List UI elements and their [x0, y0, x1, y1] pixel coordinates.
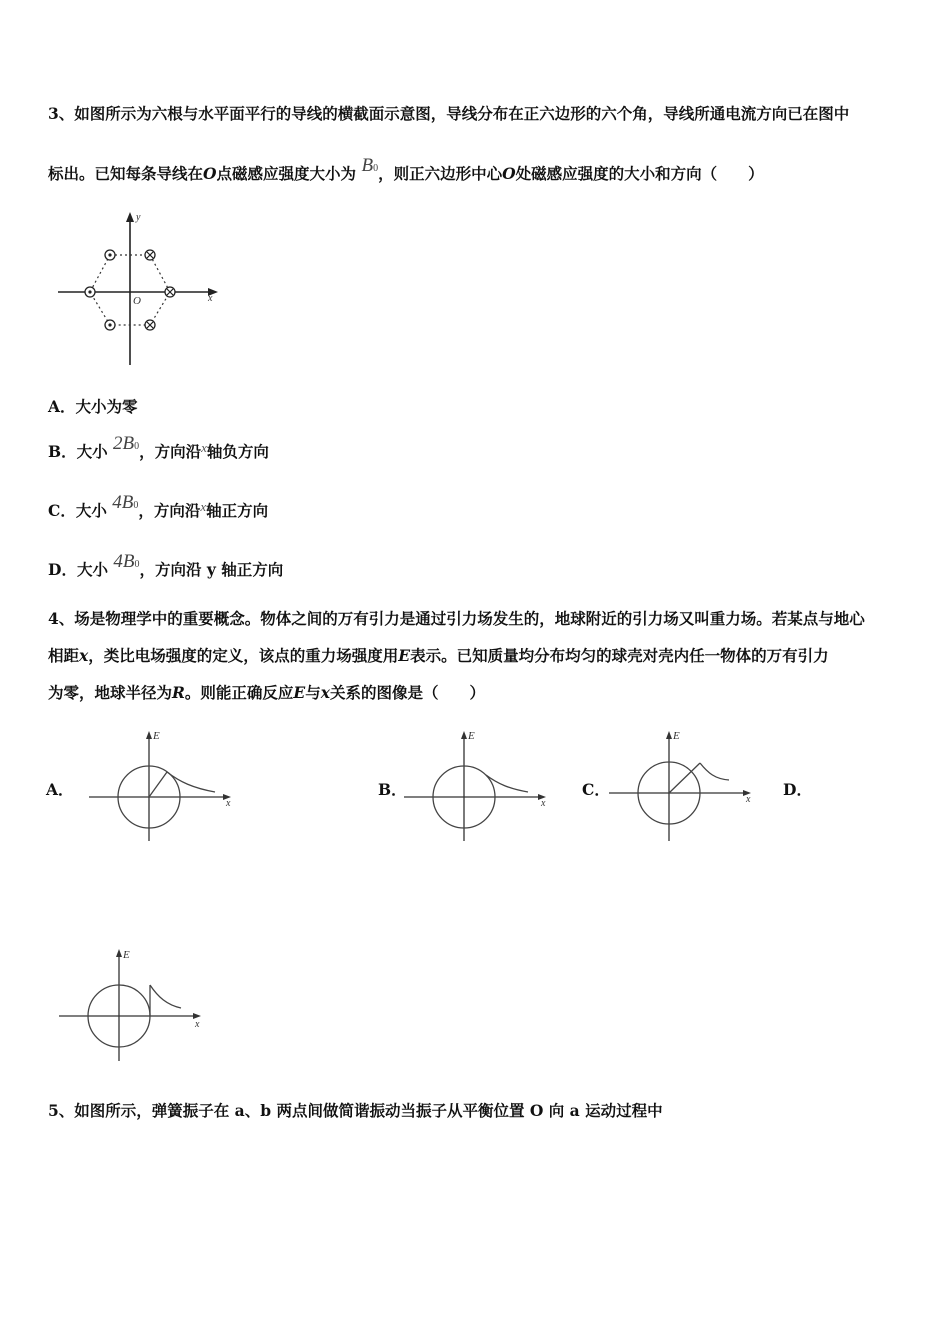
magnitude-symbol: 2B0 [113, 433, 140, 454]
arrow-icon [461, 731, 467, 739]
graph-b[interactable] [400, 725, 555, 843]
q3-text: 标出。已知每条导线在 [48, 164, 204, 183]
q3-option-c[interactable] [48, 492, 269, 522]
q3-option-b[interactable] [48, 433, 269, 463]
option-text: B．大小 [48, 442, 108, 461]
graph-d[interactable] [55, 945, 210, 1063]
q4-option-b-label[interactable]: B． [378, 780, 407, 799]
graph-c[interactable] [605, 725, 760, 843]
option-text: C．大小 [48, 501, 107, 520]
q4-option-d-label[interactable]: D． [783, 780, 812, 799]
magnitude-symbol: 4B0 [112, 492, 139, 513]
hexagon-wire-figure [50, 205, 225, 370]
q4-option-c-label[interactable]: C． [582, 780, 610, 799]
option-text: ，方向沿 [138, 501, 201, 520]
option-text: D．大小 [48, 560, 108, 579]
option-text: 轴正方向 [206, 501, 269, 520]
q4-line1: 4、场是物理学中的重要概念。物体之间的万有引力是通过引力场发生的，地球附近的引力场又叫重力场。若某点与地心 [48, 609, 865, 628]
svg-text:x: x [746, 794, 751, 805]
wire-out-icon [105, 320, 115, 330]
option-text: ，方向沿 [139, 442, 202, 461]
y-axis-label: y [136, 212, 141, 223]
q4-option-a-label[interactable]: A． [46, 780, 74, 799]
svg-text:E: E [468, 730, 475, 742]
wire-in-icon [165, 287, 175, 297]
q3-text: ，则正六边形中心 [378, 164, 503, 183]
wire-in-icon [145, 250, 155, 260]
svg-text:x: x [195, 1019, 200, 1030]
option-text: ，方向沿 y 轴正方向 [139, 560, 284, 579]
q3-option-a[interactable]: A．大小为零 [48, 397, 138, 416]
arrow-icon [666, 731, 672, 739]
q3-o-symbol: O [502, 164, 516, 183]
wire-out-icon [85, 287, 95, 297]
graph-a[interactable] [85, 725, 240, 843]
q3-text: 处磁感应强度的大小和方向（ ） [515, 164, 764, 183]
q5-line1: 5、如图所示，弹簧振子在 a、b 两点间做简谐振动当振子从平衡位置 O 向 a 运动过程中 [48, 1101, 663, 1120]
svg-text:E: E [673, 730, 680, 742]
axis-symbol: x [200, 499, 207, 514]
svg-text:E: E [153, 730, 160, 742]
q3-line1: 3、如图所示为六根与水平面平行的导线的横截面示意图，导线分布在正六边形的六个角，导线所通电流方向已在图中 [48, 104, 850, 123]
b0-symbol: B0 [361, 155, 379, 176]
arrow-icon [146, 731, 152, 739]
arrow-icon [116, 949, 122, 957]
y-axis-arrow-icon [126, 212, 134, 222]
svg-text:E: E [123, 949, 130, 961]
q3-text: 点磁感应强度大小为 [216, 164, 357, 183]
q3-o-symbol: O [203, 164, 217, 183]
magnitude-symbol: 4B0 [113, 551, 140, 572]
q3-option-d[interactable] [48, 551, 284, 581]
q4-line3: 为零，地球半径为R。则能正确反应E与x关系的图像是（ ） [48, 683, 486, 702]
axis-symbol: x [201, 440, 207, 455]
wire-out-icon [105, 250, 115, 260]
option-text: 轴负方向 [206, 442, 269, 461]
wire-in-icon [145, 320, 155, 330]
x-axis-label: x [208, 293, 213, 304]
svg-text:x: x [226, 798, 231, 809]
svg-text:x: x [541, 798, 546, 809]
q4-line2: 相距x，类比电场强度的定义，该点的重力场强度用E表示。已知质量均分布均匀的球壳对壳内任一物体的万有引力 [48, 646, 829, 665]
q3-line2 [48, 155, 764, 185]
origin-label: O [133, 295, 141, 307]
